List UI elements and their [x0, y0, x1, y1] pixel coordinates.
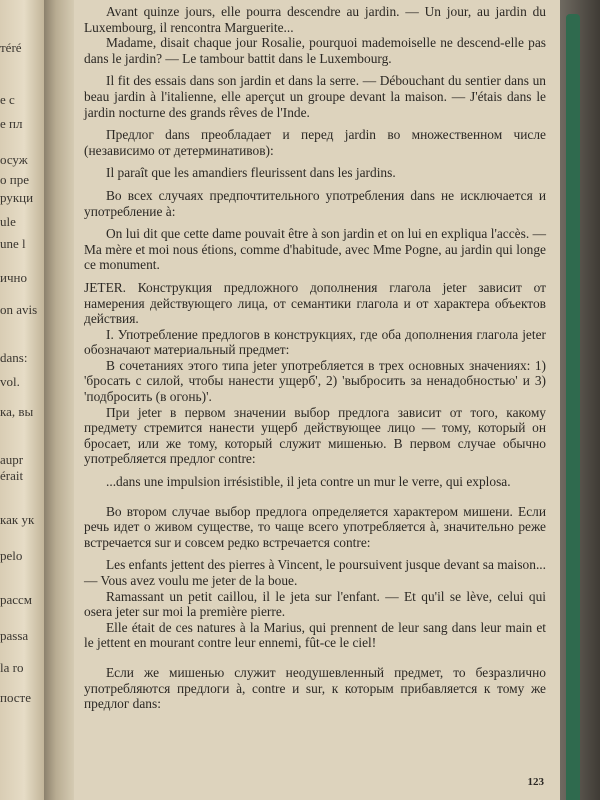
facing-page-fragment: érait — [0, 468, 24, 483]
example-paragraph: On lui dit que cette dame pouvait être à son jardin et on lui en expliqua l'accès. — Ma mère et moi nous étions, comme d'habitude, avec Mme Pogne, au jardin qui longe ce monument. — [84, 226, 546, 273]
facing-page-fragment: pelo — [0, 548, 23, 563]
paragraph: I. Употребление предлогов в конструкциях, где оба дополнения глагола jeter обозначают материальный предмет: — [84, 326, 546, 358]
facing-page-fragment: ule — [0, 214, 16, 229]
page-number: 123 — [527, 776, 544, 788]
paragraph: В сочетаниях этого типа jeter употребляется в трех основных значениях: 1) 'бросать с силой, чтобы нанести ущерб', 2) 'выбросить за ненадобностью' и 3) 'подбросить (в огонь)'. — [84, 357, 546, 405]
example-paragraph: Il paraît que les amandiers fleurissent dans les jardins. — [106, 165, 396, 181]
example-paragraph: Elle était de ces natures à la Marius, qui prennent de leur sang dans leur main et le jettent en mourant contre leur ennemi, fût-ce le ciel! — [84, 619, 546, 651]
paragraph: Предлог dans преобладает и перед jardin во множественном числе (независимо от детерминативов): — [84, 127, 546, 158]
facing-page-fragment: on avis — [0, 302, 38, 317]
paragraph: Madame, disait chaque jour Rosalie, pourquoi mademoiselle ne descend-elle pas dans le jardin? — Le tambour battit dans le Luxembourg. — [84, 35, 546, 66]
book-cover-edge — [560, 0, 600, 800]
example-paragraph: Les enfants jettent des pierres à Vincent, le poursuivent jusque devant sa maison... — Vous avez voulu me jeter de la boue. — [84, 557, 546, 588]
facing-page-fragment: une l — [0, 236, 26, 251]
facing-page-fragment: е с — [0, 92, 15, 107]
facing-page-fragment: aupr — [0, 452, 24, 467]
paragraph: Если же мишенью служит неодушевленный предмет, то безразлично употребляются предлоги à, contre и sur, к которым прибавляется к тому же предлог dans: — [84, 664, 546, 712]
facing-page-fragment: dans: — [0, 350, 28, 365]
paragraph: Il fit des essais dans son jardin et dans la serre. — Débouchant du sentier dans un beau jardin à l'italienne, elle aperçut un groupe devant la maison. — J'étais dans le jardin nocturne des grands rêves de l'Inde. — [84, 73, 546, 120]
cover-green-stripe — [566, 14, 580, 800]
facing-page-edge — [0, 0, 45, 800]
facing-page-fragment: е пл — [0, 116, 23, 131]
book-page — [74, 0, 560, 800]
facing-page-fragment: рукци — [0, 190, 34, 205]
facing-page-fragment: passa — [0, 628, 29, 643]
facing-page-fragment: о пре — [0, 172, 29, 187]
facing-page-fragment: vol. — [0, 374, 20, 389]
book-gutter — [44, 0, 74, 800]
facing-page-fragment: как ук — [0, 512, 35, 527]
paragraph: Во всех случаях предпочтительного употребления dans не исключается и употребление à: — [84, 187, 546, 219]
facing-page-fragment: рассм — [0, 592, 33, 607]
facing-page-fragment: ичнo — [0, 270, 27, 285]
facing-page-fragment: la ro — [0, 660, 24, 675]
paragraph: Avant quinze jours, elle pourra descendre au jardin. — Un jour, au jardin du Luxembourg, il rencontra Marguerite... — [84, 4, 546, 35]
page-body — [84, 4, 546, 712]
section-heading-paragraph: JETER. Конструкция предложного дополнения глагола jeter зависит от намерения действующего лица, от семантики глагола и от характера объектов действия. — [84, 279, 546, 327]
facing-page-fragment: ка, вы — [0, 404, 34, 419]
example-paragraph: Ramassant un petit caillou, il le jeta sur l'enfant. — Et qu'il se lève, celui qui osera jeter sur moi la première pierre. — [84, 588, 546, 620]
example-paragraph: ...dans une impulsion irrésistible, il jeta contre un mur le verre, qui explosa. — [106, 474, 511, 490]
facing-page-fragment: посте — [0, 690, 32, 705]
facing-page-fragment: тéré — [0, 40, 22, 55]
facing-page-fragment: осуж — [0, 152, 28, 167]
paragraph: При jeter в первом значении выбор предлога зависит от того, какому предмету стремится нанести ущерб действующее лицо — тому, который он бросает, или же тому, который служит мишенью. В первом случае обычно употребляется предлог contre: — [84, 404, 546, 467]
paragraph: Во втором случае выбор предлога определяется характером мишени. Если речь идет о живом существе, то чаще всего употребляется à, значительно реже встречается sur и совсем редко встречается contre: — [84, 503, 546, 550]
